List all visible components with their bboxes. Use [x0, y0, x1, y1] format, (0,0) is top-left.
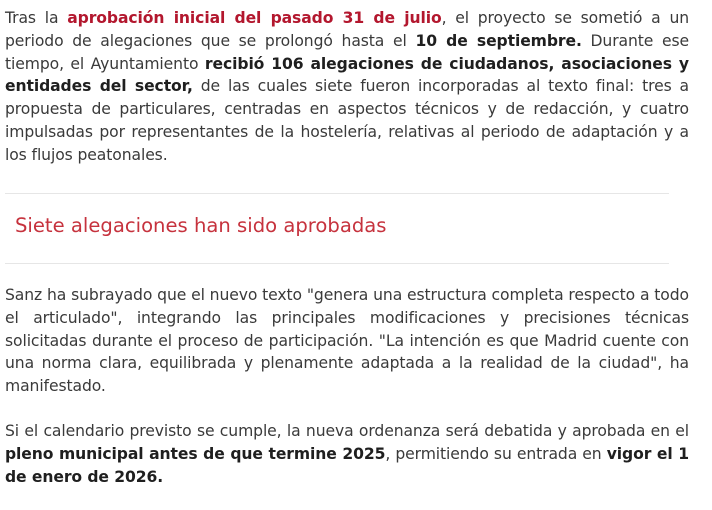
highlight-plenary: pleno municipal antes de que termine 2025 [5, 444, 386, 463]
highlight-allegations-count: recibió 106 alegaciones de ciudadanos, asociaciones y entidades del sector, [5, 54, 690, 96]
paragraph-text: Tras la [5, 9, 68, 27]
paragraph-text: Si el calendario previsto se cumple, la nueva ordenanza será debatida y aprobada en el [5, 422, 689, 440]
section-heading: Siete alegaciones han sido aprobadas [15, 214, 387, 237]
paragraph-text: , el proyecto se sometió a un periodo de alegaciones que se prolongó hasta el [5, 9, 690, 50]
paragraph-text: , permitiendo su entrada en [385, 444, 607, 463]
paragraph-quote: Sanz ha subrayado que el nuevo texto "genera una estructura completa respecto a todo el articulado", integrando las principales modificaciones y precisiones técnicas solicitadas durante el proceso de participación. "La intención es que Madrid cuente con una norma clara, equilibrada y plenamente adaptada a la realidad de la ciudad", ha manifestado. [5, 286, 689, 396]
paragraph-calendar [5, 420, 689, 488]
highlight-effective-date: vigor el 1 de enero de 2026. [5, 444, 689, 486]
paragraph-text: Durante ese tiempo, el Ayuntamiento [5, 31, 689, 73]
section-divider [5, 193, 669, 194]
highlight-approval-date: aprobación inicial del pasado 31 de julio [67, 9, 442, 27]
paragraph-intro [5, 7, 689, 167]
highlight-deadline: 10 de septiembre. [415, 31, 582, 50]
section-divider [5, 263, 669, 264]
paragraph-text: de las cuales siete fueron incorporadas al texto final: tres a propuesta de particulares, centradas en aspectos técnicos y de redacción, y cuatro impulsadas por representantes de la hostelería, relativas al periodo de adaptación y a los flujos peatonales. [5, 77, 689, 164]
